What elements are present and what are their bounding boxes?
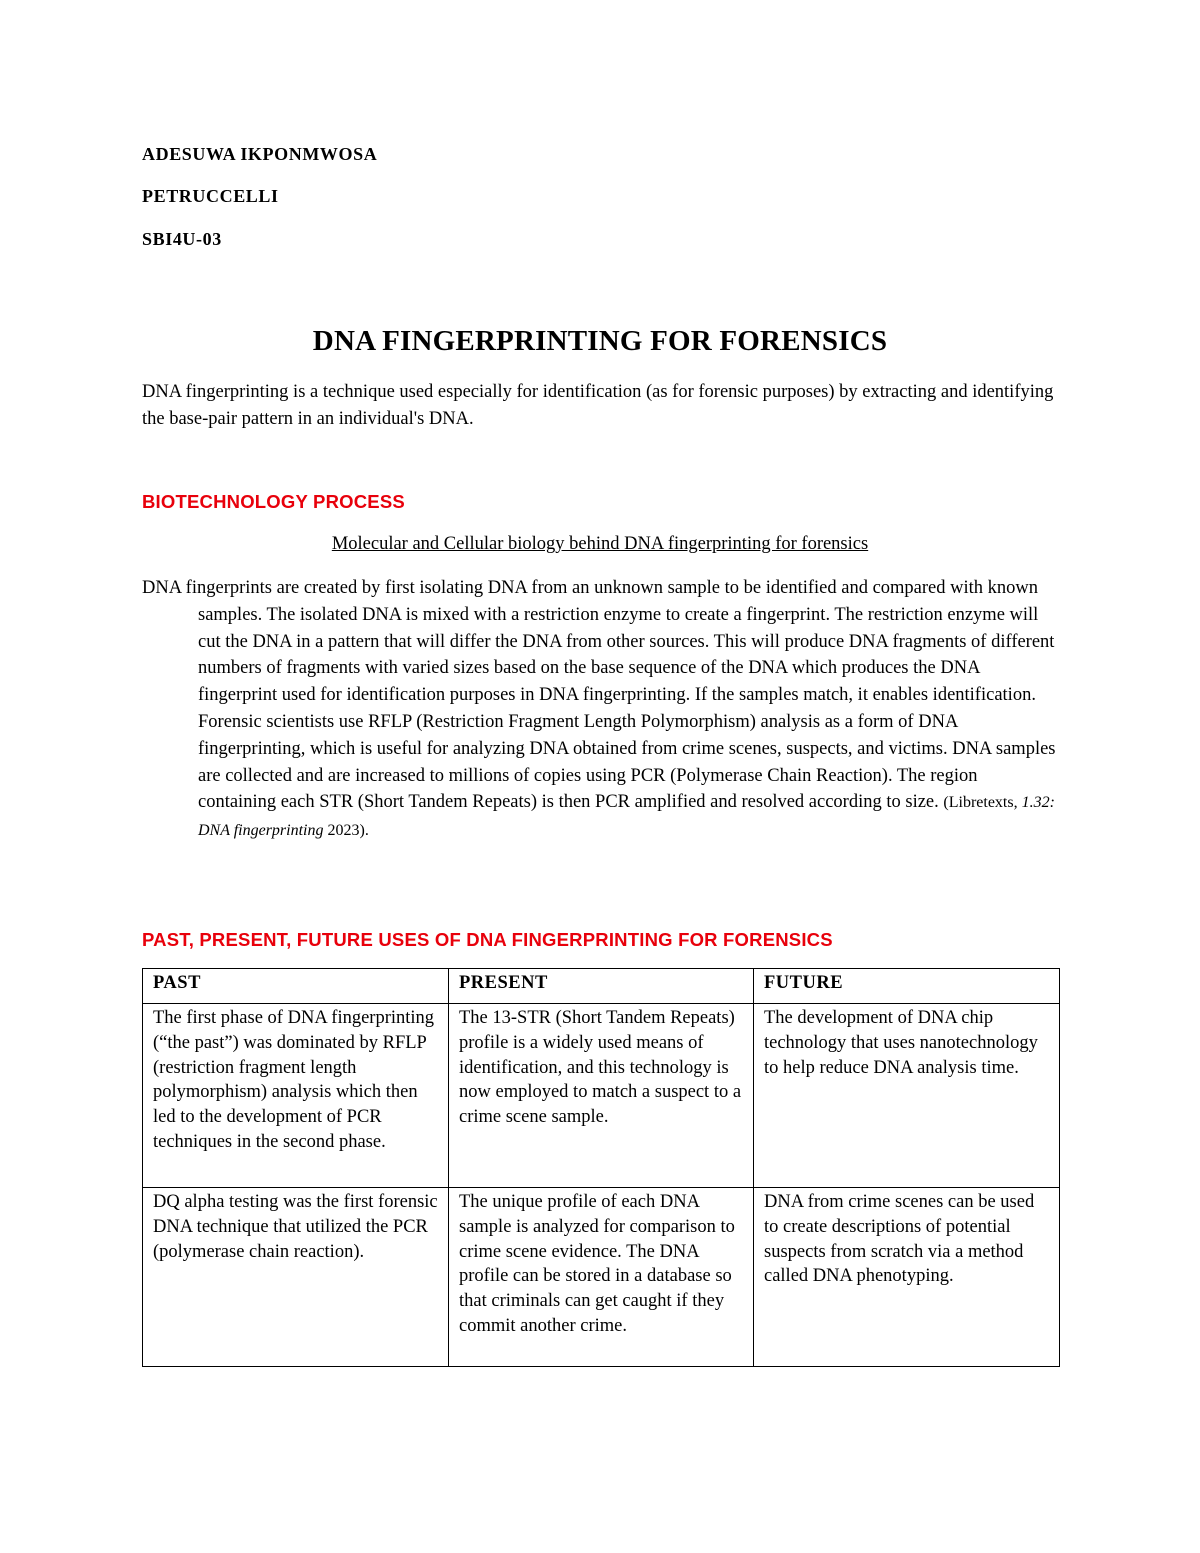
- teacher-name: PETRUCCELLI: [142, 186, 279, 206]
- table-header-row: [143, 969, 1060, 1004]
- section-heading-biotechnology: BIOTECHNOLOGY PROCESS: [142, 491, 405, 512]
- table-cell-present: The 13-STR (Short Tandem Repeats) profile is a widely used means of identification, and this technology is now employed to match a suspect to a crime scene sample.: [449, 1004, 754, 1188]
- course-code: SBI4U-03: [142, 229, 222, 249]
- citation-open: (Libretexts,: [943, 794, 1022, 812]
- author-name: ADESUWA IKPONMWOSA: [142, 144, 378, 164]
- column-header-past: PAST: [143, 969, 449, 1004]
- citation-title: 1.32: DNA fingerprinting: [198, 794, 1055, 840]
- uses-table: [142, 968, 1060, 1367]
- citation-close: 2023).: [323, 822, 369, 840]
- table-cell-present: The unique profile of each DNA sample is analyzed for comparison to crime scene evidence. The DNA profile can be stored in a database so that criminals can get caught if they commit another crime.: [449, 1188, 754, 1367]
- table-cell-future: DNA from crime scenes can be used to create descriptions of potential suspects from scratch via a method called DNA phenotyping.: [754, 1188, 1060, 1367]
- biotech-body-paragraph: [142, 575, 1060, 845]
- section-heading-uses: PAST, PRESENT, FUTURE USES OF DNA FINGERPRINTING FOR FORENSICS: [142, 929, 833, 950]
- table-cell-future: The development of DNA chip technology that uses nanotechnology to help reduce DNA analysis time.: [754, 1004, 1060, 1188]
- table-row: [143, 1188, 1060, 1367]
- section-subheading: Molecular and Cellular biology behind DNA fingerprinting for forensics: [331, 534, 869, 554]
- column-header-present: PRESENT: [449, 969, 754, 1004]
- table-row: [143, 1004, 1060, 1188]
- table-cell-past: DQ alpha testing was the first forensic DNA technique that utilized the PCR (polymerase chain reaction).: [143, 1188, 449, 1367]
- document-title: DNA FINGERPRINTING FOR FORENSICS: [312, 325, 888, 357]
- intro-paragraph: DNA fingerprinting is a technique used especially for identification (as for forensic purposes) by extracting and identifying the base-pair pattern in an individual's DNA.: [142, 382, 1054, 429]
- biotech-body-text: DNA fingerprints are created by first isolating DNA from an unknown sample to be identified and compared with known samples. The isolated DNA is mixed with a restriction enzyme to create a fingerprint. The restriction enzyme will cut the DNA in a pattern that will differ the DNA from other sources. This will produce DNA fragments of different numbers of fragments with varied sizes based on the base sequence of the DNA which produces the DNA fingerprint used for identification purposes in DNA fingerprinting. If the samples match, it enables identification. Forensic scientists use RFLP (Restriction Fragment Length Polymorphism) analysis as a form of DNA fingerprinting, which is useful for analyzing DNA obtained from crime scenes, suspects, and victims. DNA samples are collected and are increased to millions of copies using PCR (Polymerase Chain Reaction). The region containing each STR (Short Tandem Repeats) is then PCR amplified and resolved according to size.: [142, 578, 1056, 813]
- column-header-future: FUTURE: [754, 969, 1060, 1004]
- table-cell-past: The first phase of DNA fingerprinting (“the past”) was dominated by RFLP (restriction fragment length polymorphism) analysis which then led to the development of PCR techniques in the second phase.: [143, 1004, 449, 1188]
